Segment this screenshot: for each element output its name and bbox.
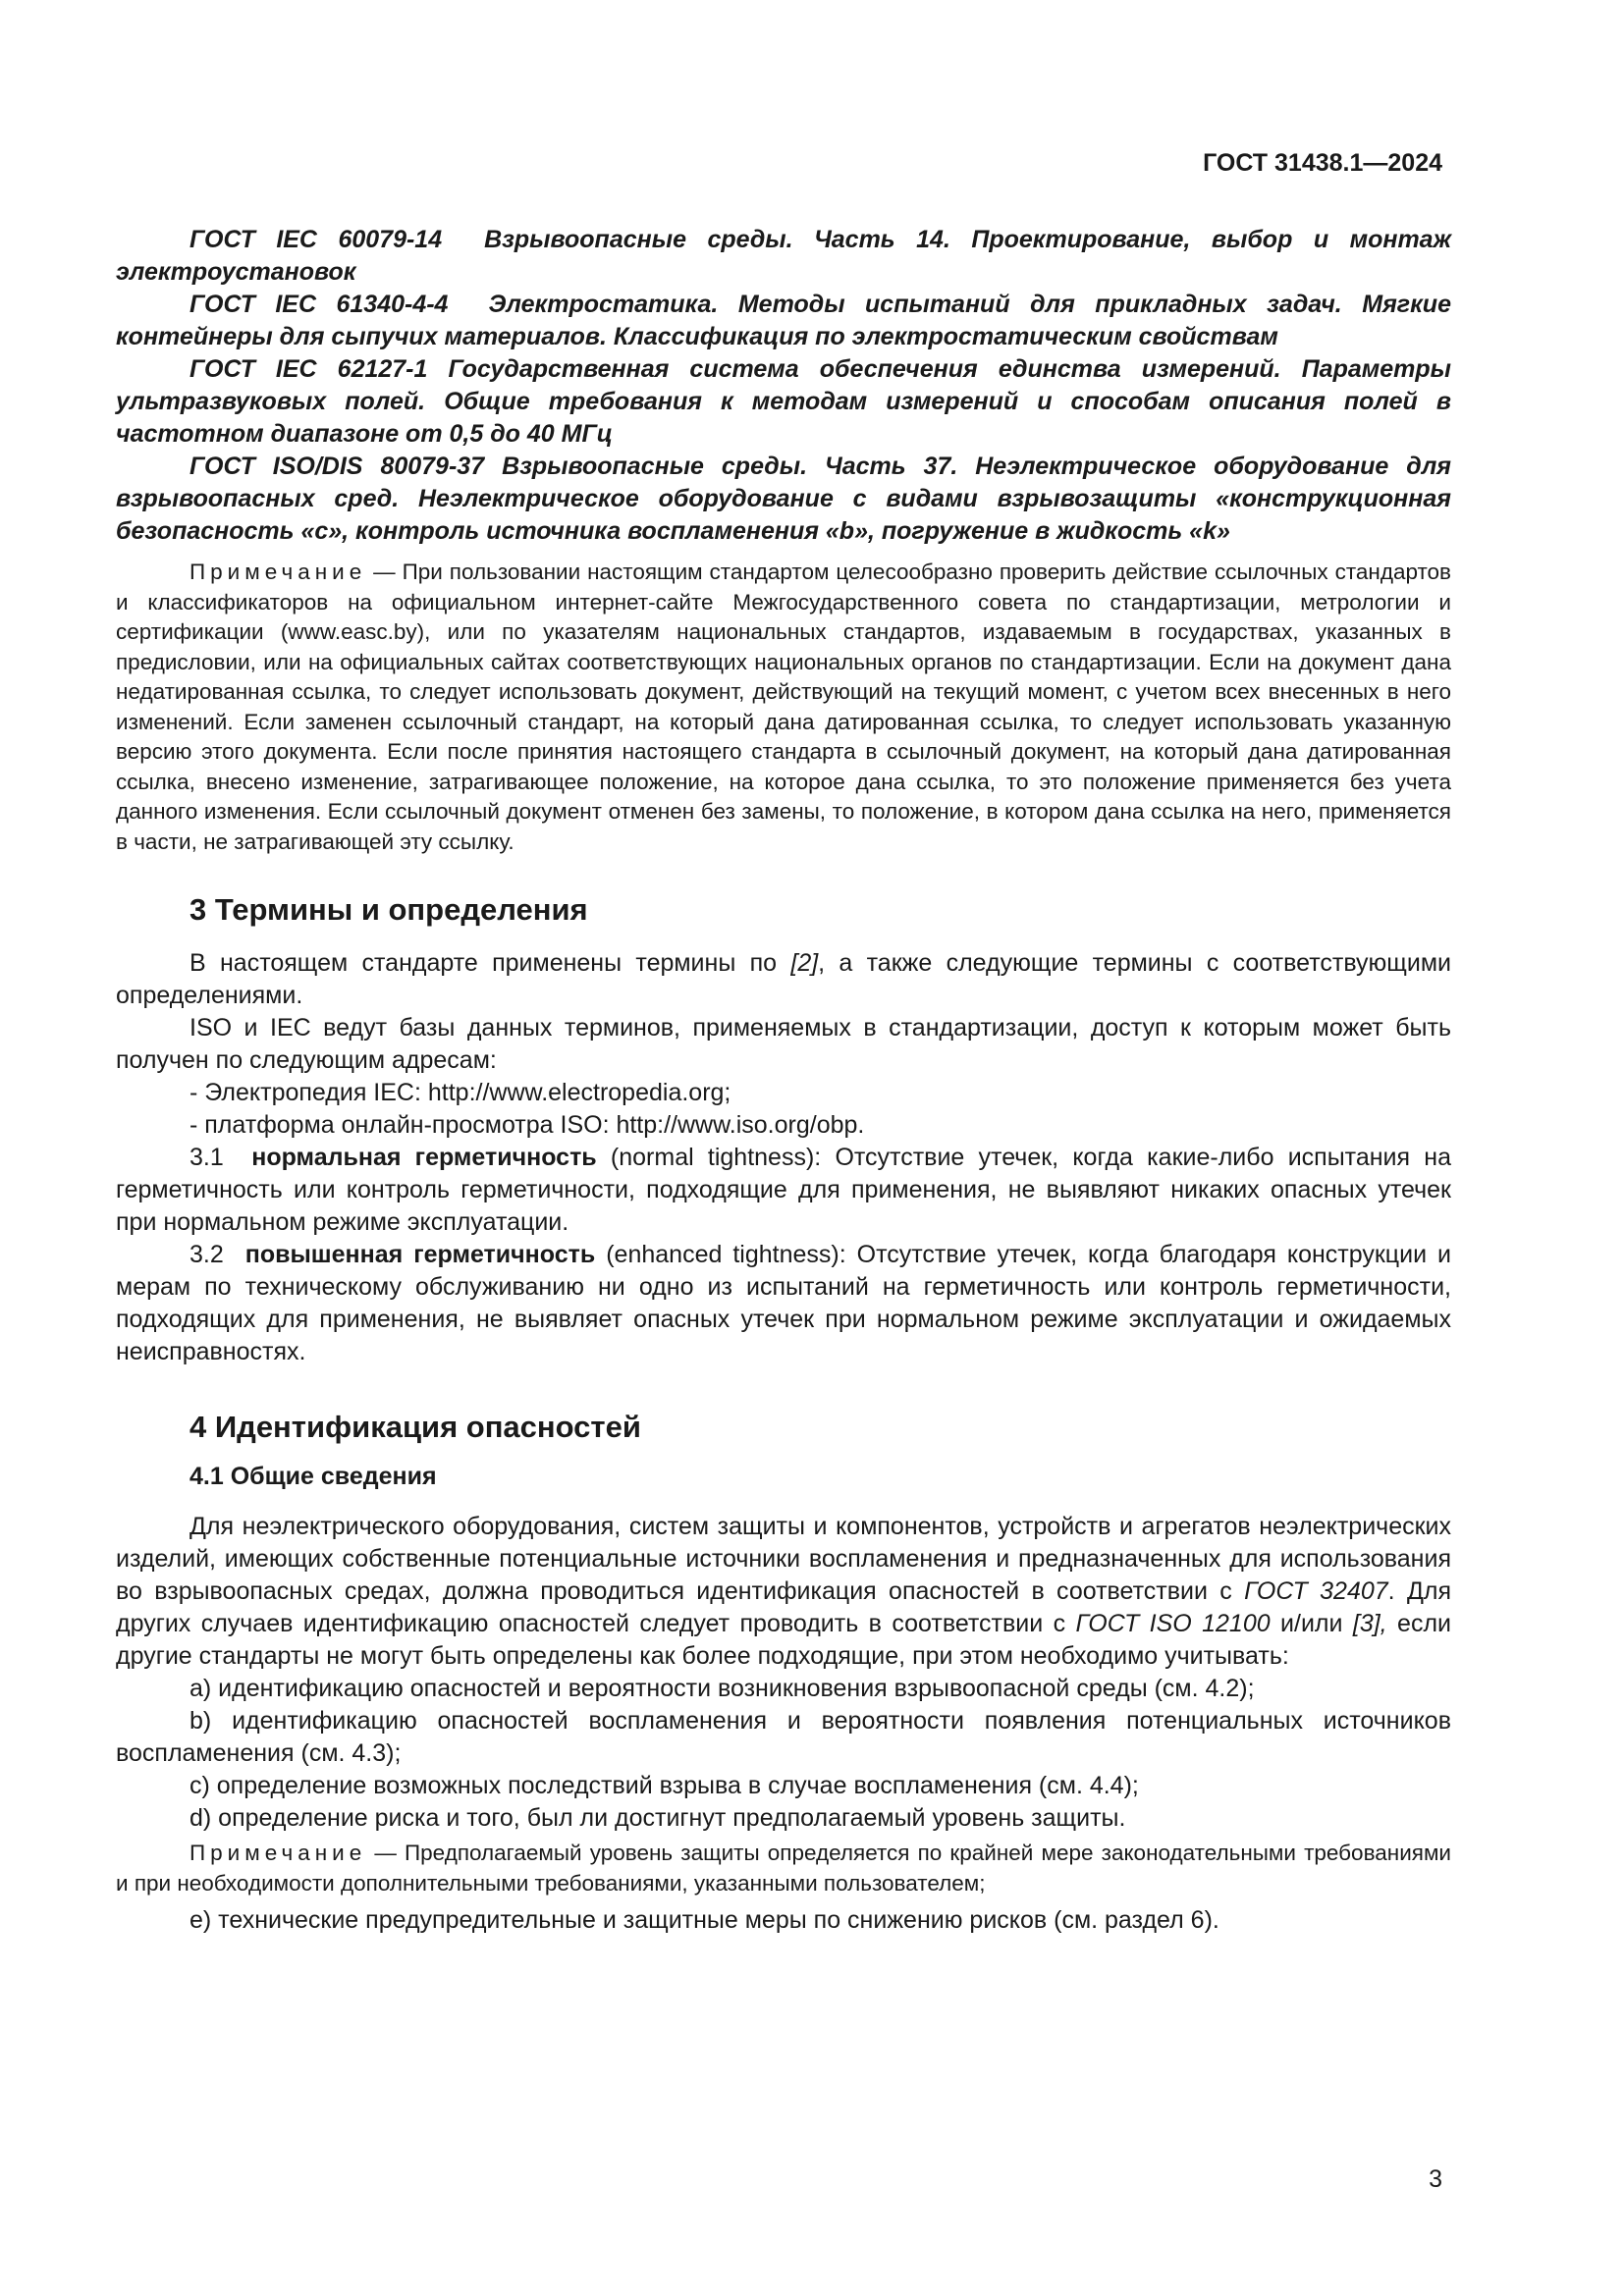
list-item-e: e) технические предупредительные и защитные меры по снижению рисков (см. раздел 6). [189,1906,1219,1934]
term-name: нормальная герметичность [251,1144,597,1171]
list-item-b: b) идентификацию опасностей воспламенения и вероятности появления потенциальных источников воспламенения (см. 4.3); [116,1707,1451,1767]
citation-link: ГОСТ 32407 [1244,1577,1388,1605]
section-3-databases: ISO и IEC ведут базы данных терминов, применяемых в стандартизации, доступ к которым может быть получен по следующим адресам: [116,1014,1451,1074]
reference-code: ГОСТ ISO/DIS 80079-37 [189,453,485,480]
reference-title: Электростатика. Методы испытаний для прикладных задач. Мягкие контейнеры для сыпучих материалов. Классификация по электростатическим свойствам [116,291,1451,350]
section-3-intro [116,947,1451,1012]
note-text: — При пользовании настоящим стандартом целесообразно проверить действие ссылочных стандартов и классификаторов на официальном интернет-сайте Межгосударственного совета по стандартизации, метрологии и сертификации (www.easc.by), или по указателям национальных стандартов, издаваемым в государствах, указанных в предисловии, или на официальных сайтах соответствующих национальных органов по стандартизации. Если на документ дана недатированная ссылка, то следует использовать документ, действующий на текущий момент, с учетом всех внесенных в него изменений. Если заменен ссылочный стандарт, на который дана датированная ссылка, то следует использовать указанную версию этого документа. Если после принятия настоящего стандарта в ссылочный документ, на который дана датированная ссылка, внесено изменение, затрагивающее положение, на которое дана ссылка, то это положение применяется без учета данного изменения. Если ссылочный документ отменен без замены, то положение, в котором дана ссылка на него, применяется в части, не затрагивающей эту ссылку. [116,560,1451,854]
section-4-heading: 4 Идентификация опасностей [189,1410,641,1444]
note-text: — Предполагаемый уровень защиты определяется по крайней мере законодательными требованиями и при необходимости дополнительными требованиями, указанными пользователем; [116,1841,1451,1896]
reference-title: Взрывоопасные среды. Часть 14. Проектирование, выбор и монтаж электроустановок [116,226,1451,286]
reference-code: ГОСТ IEC 61340-4-4 [189,291,449,318]
citation-link: ГОСТ ISO 12100 [1075,1610,1271,1637]
list-item-electropedia: - Электропедия IEC: http://www.electropedia.org; [189,1079,731,1106]
term-number: 3.1 [189,1144,224,1171]
text-run: Для неэлектрического оборудования, систем защиты и компонентов, устройств и агрегатов неэлектрических изделий, имеющих собственные потенциальные источники воспламенения и предназначенных для использования во взрывоопасных средах, должна проводиться идентификация опасностей в соответствии с [116,1513,1451,1605]
reference-entry [116,353,1451,451]
list-item-a: a) идентификацию опасностей и вероятности возникновения взрывоопасной среды (см. 4.2); [189,1675,1255,1702]
reference-code: ГОСТ IEC 60079-14 [189,226,443,253]
text-run: . Для других случаев идентификацию опасностей следует проводить в соответствии с [116,1577,1451,1637]
reference-title: Взрывоопасные среды. Часть 37. Неэлектрическое оборудование для взрывоопасных сред. Неэлектрическое оборудование с видами взрывозащиты «конструкционная безопасность «с», контроль источника воспламенения «b», погружение в жидкость «k» [116,453,1451,545]
list-item-iso-obp: - платформа онлайн-просмотра ISO: http://www.iso.org/obp. [189,1111,865,1139]
text-run: и/или [1270,1610,1353,1637]
section-4-1-body [116,1511,1451,1673]
term-name: повышенная герметичность [244,1241,596,1268]
term-definition: (enhanced tightness): Отсутствие утечек, когда благодаря конструкции и мерам по техническому обслуживанию ни одно из испытаний на герметичность или контроль герметичности, подходящих для применения, не выявляет опасных утечек при нормальном режиме эксплуатации и ожидаемых неисправностях. [116,1241,1451,1365]
page-number: 3 [1429,2165,1442,2193]
reference-entry [116,224,1451,289]
document-id-header: ГОСТ 31438.1—2024 [1203,149,1442,177]
note-protection-level [116,1839,1451,1898]
section-3-heading: 3 Термины и определения [189,892,588,927]
term-3-1 [116,1142,1451,1239]
term-3-2 [116,1239,1451,1368]
reference-entry [116,451,1451,548]
page-content [116,224,1451,1937]
note-label: Примечание [189,560,367,584]
note-label: Примечание [189,1841,367,1865]
list-item-d: d) определение риска и того, был ли достигнут предполагаемый уровень защиты. [189,1804,1126,1832]
text-run: В настоящем стандарте применены термины по [189,949,791,977]
reference-code: ГОСТ IEC 62127-1 [189,355,428,383]
citation-link: [3], [1352,1610,1387,1637]
text-run: если другие стандарты не могут быть определены как более подходящие, при этом необходимо учитывать: [116,1610,1452,1670]
term-definition: (normal tightness): Отсутствие утечек, когда какие-либо испытания на герметичность или контроль герметичности, подходящие для применения, не выявляют никаких опасных утечек при нормальном режиме эксплуатации. [116,1144,1451,1236]
reference-title: Государственная система обеспечения единства измерений. Параметры ультразвуковых полей. Общие требования к методам измерений и способам описания полей в частотном диапазоне от 0,5 до 40 МГц [116,355,1451,448]
list-item-c: c) определение возможных последствий взрыва в случае воспламенения (см. 4.4); [189,1772,1139,1799]
text-run: , а также следующие термины с соответствующими определениями. [116,949,1451,1009]
citation-link: [2] [790,949,819,977]
note-references [116,558,1451,857]
term-number: 3.2 [189,1241,224,1268]
reference-entry [116,289,1451,353]
section-4-1-heading: 4.1 Общие сведения [189,1463,437,1490]
